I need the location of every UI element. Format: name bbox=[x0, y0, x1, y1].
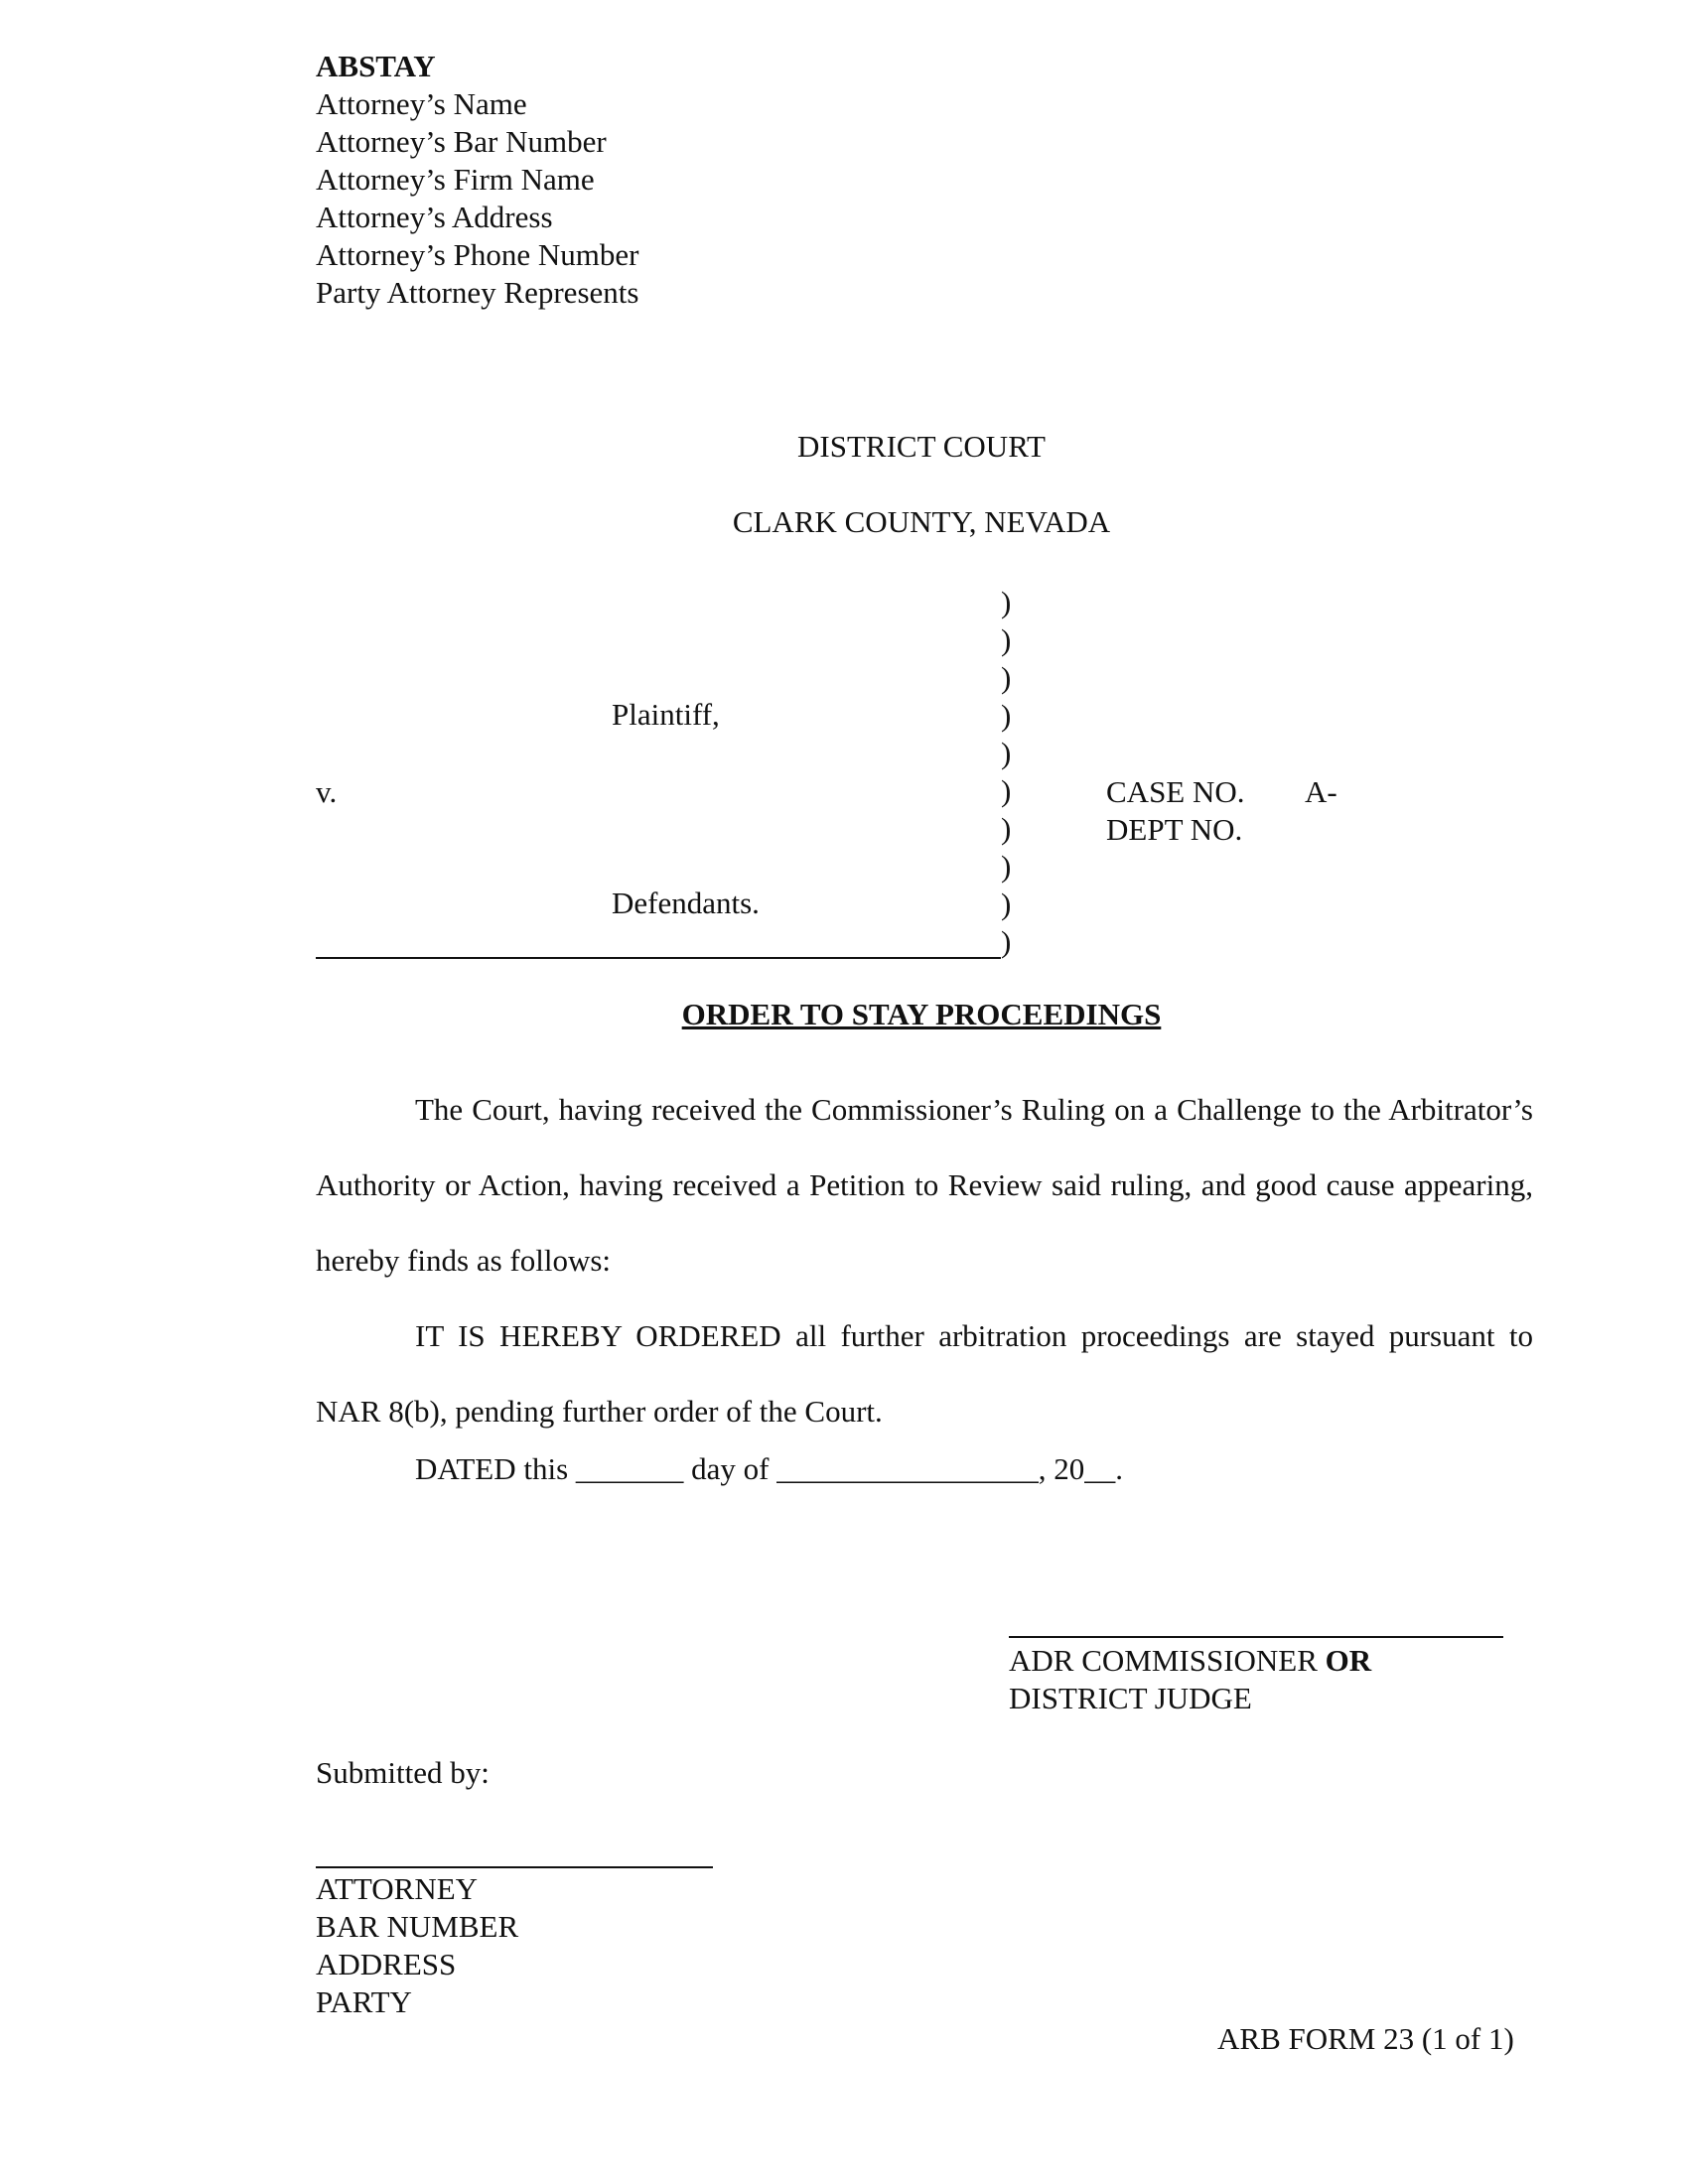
attorney-header bbox=[316, 48, 638, 312]
dated-day-blank: _______ bbox=[575, 1451, 684, 1486]
caption-paren: ) bbox=[1001, 773, 1012, 808]
submitter-party: PARTY bbox=[316, 1984, 412, 2019]
caption-parentheses bbox=[1001, 584, 1011, 961]
signature-title-line2: DISTRICT JUDGE bbox=[1009, 1681, 1252, 1715]
caption-paren: ) bbox=[1001, 698, 1012, 733]
party-represented-line: Party Attorney Represents bbox=[316, 275, 639, 310]
attorney-bar-number-line: Attorney’s Bar Number bbox=[316, 124, 607, 159]
signature-line bbox=[1009, 1636, 1503, 1638]
attorney-firm-line: Attorney’s Firm Name bbox=[316, 162, 595, 197]
submitter-address: ADDRESS bbox=[316, 1947, 457, 1981]
court-county: CLARK COUNTY, NEVADA bbox=[732, 504, 1111, 539]
dated-line bbox=[415, 1451, 1123, 1487]
defendants-label: Defendants. bbox=[612, 886, 760, 920]
caption-paren: ) bbox=[1001, 660, 1012, 695]
caption-paren: ) bbox=[1001, 622, 1012, 657]
submitter-block bbox=[316, 1870, 518, 2021]
attorney-phone-line: Attorney’s Phone Number bbox=[316, 237, 639, 272]
attorney-name-line: Attorney’s Name bbox=[316, 86, 527, 121]
versus-label: v. bbox=[316, 774, 338, 809]
caption-paren: ) bbox=[1001, 924, 1012, 959]
caption-paren: ) bbox=[1001, 849, 1012, 884]
document-title: ORDER TO STAY PROCEEDINGS bbox=[681, 997, 1162, 1031]
dated-month-blank: _________________ bbox=[776, 1451, 1039, 1486]
submitter-bar-number: BAR NUMBER bbox=[316, 1909, 519, 1944]
plaintiff-label: Plaintiff, bbox=[612, 697, 720, 732]
order-paragraph: IT IS HEREBY ORDERED all further arbitration proceedings are stayed pursuant to NAR 8(b), pending further order of the Court. bbox=[316, 1318, 1533, 1429]
signature-or: OR bbox=[1325, 1643, 1372, 1678]
caption-paren: ) bbox=[1001, 736, 1012, 770]
case-number-value: A- bbox=[1305, 774, 1337, 809]
findings-paragraph: The Court, having received the Commissioner’s Ruling on a Challenge to the Arbitrator’s Authority or Action, having received a Petition to Review said ruling, and good cause appearing, hereby finds as follows: bbox=[316, 1092, 1533, 1278]
attorney-address-line: Attorney’s Address bbox=[316, 200, 553, 234]
dated-prefix: DATED this bbox=[415, 1451, 569, 1486]
dated-year: , 20__. bbox=[1038, 1451, 1123, 1486]
caption-underline bbox=[316, 957, 1001, 959]
case-number-label: CASE NO. bbox=[1106, 774, 1245, 809]
caption-paren: ) bbox=[1001, 887, 1012, 921]
form-footer: ARB FORM 23 (1 of 1) bbox=[1217, 2021, 1514, 2056]
department-number-label: DEPT NO. bbox=[1106, 812, 1243, 847]
form-code: ABSTAY bbox=[316, 49, 436, 83]
caption-paren: ) bbox=[1001, 811, 1012, 846]
dated-mid: day of bbox=[691, 1451, 770, 1486]
submitter-attorney: ATTORNEY bbox=[316, 1871, 479, 1906]
caption-paren: ) bbox=[1001, 585, 1012, 619]
court-name: DISTRICT COURT bbox=[797, 429, 1046, 464]
signature-title-line1 bbox=[1009, 1642, 1371, 1680]
submitted-by-label: Submitted by: bbox=[316, 1755, 490, 1790]
submitter-signature-line bbox=[316, 1866, 713, 1868]
signature-title: ADR COMMISSIONER bbox=[1009, 1643, 1318, 1678]
signature-block bbox=[1009, 1642, 1371, 1717]
